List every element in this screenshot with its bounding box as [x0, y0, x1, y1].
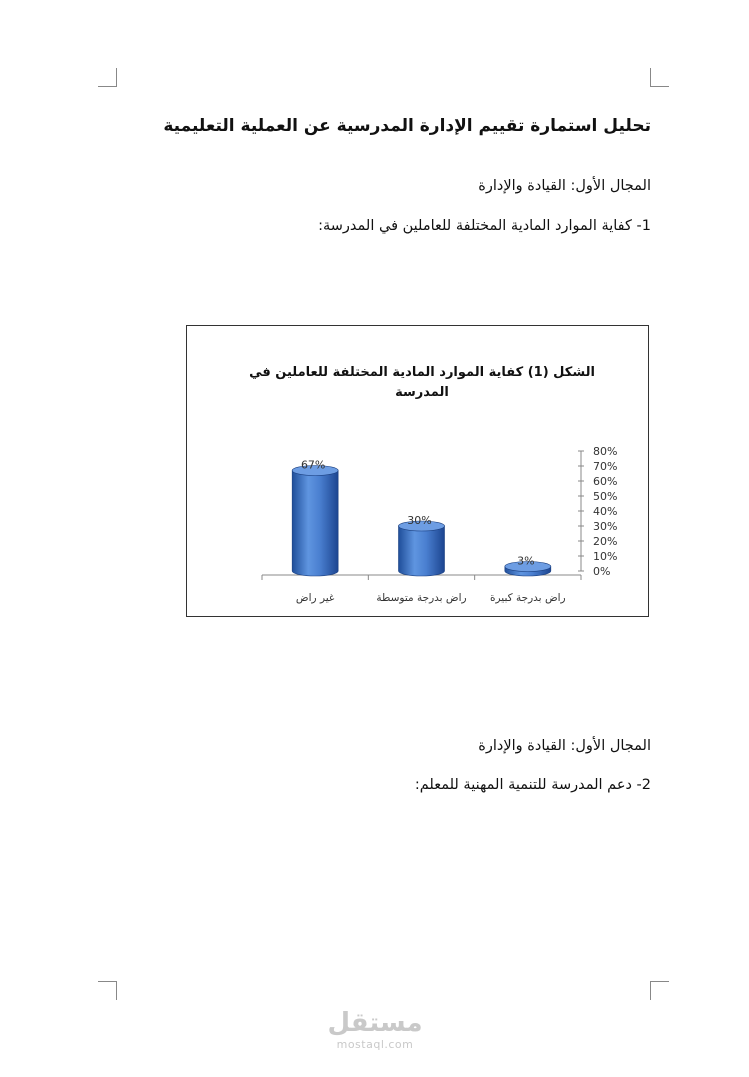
page-corner-mark-top-right — [650, 68, 669, 87]
y-tick-label: 20% — [593, 535, 618, 548]
data-label: 67% — [300, 458, 326, 472]
page-corner-mark-bottom-left — [98, 981, 117, 1000]
data-label: 3% — [517, 554, 535, 568]
item-heading: 1- كفاية الموارد المادية المختلفة للعاملين في المدرسة: — [318, 218, 651, 234]
y-tick-label: 50% — [593, 490, 618, 503]
chart-title-line-2: المدرسة — [395, 385, 449, 400]
y-tick-label: 60% — [593, 475, 618, 488]
x-tick-label: راض بدرجة متوسطة — [376, 592, 467, 604]
page-corner-mark-top-left — [98, 68, 117, 87]
y-tick-label: 40% — [593, 505, 618, 518]
x-tick-label: راض بدرجة كبيرة — [490, 592, 566, 604]
section-heading: المجال الأول: القيادة والإدارة — [478, 178, 651, 194]
section-heading-2: المجال الأول: القيادة والإدارة — [478, 738, 651, 754]
bar-chart — [187, 326, 648, 616]
y-tick-label: 80% — [593, 445, 618, 458]
item-heading-2: 2- دعم المدرسة للتنمية المهنية للمعلم: — [414, 777, 651, 793]
y-tick-label: 70% — [593, 460, 618, 473]
bar — [292, 471, 338, 577]
watermark-logo: مستقل — [327, 1008, 423, 1038]
bar — [399, 526, 445, 576]
watermark-url: mostaql.com — [336, 1038, 414, 1051]
y-tick-label: 30% — [593, 520, 618, 533]
y-tick-label: 0% — [593, 565, 611, 578]
data-label: 30% — [407, 514, 432, 527]
y-tick-label: 10% — [593, 550, 618, 563]
document-title: تحليل استمارة تقييم الإدارة المدرسية عن العملية التعليمية — [163, 116, 651, 136]
chart-title-line-1: الشكل (1) كفاية الموارد المادية المختلفة للعاملين في — [249, 365, 595, 380]
watermark — [300, 1008, 450, 1051]
chart-frame — [186, 325, 649, 617]
x-tick-label: غير راض — [295, 592, 335, 604]
page-corner-mark-bottom-right — [650, 981, 669, 1000]
